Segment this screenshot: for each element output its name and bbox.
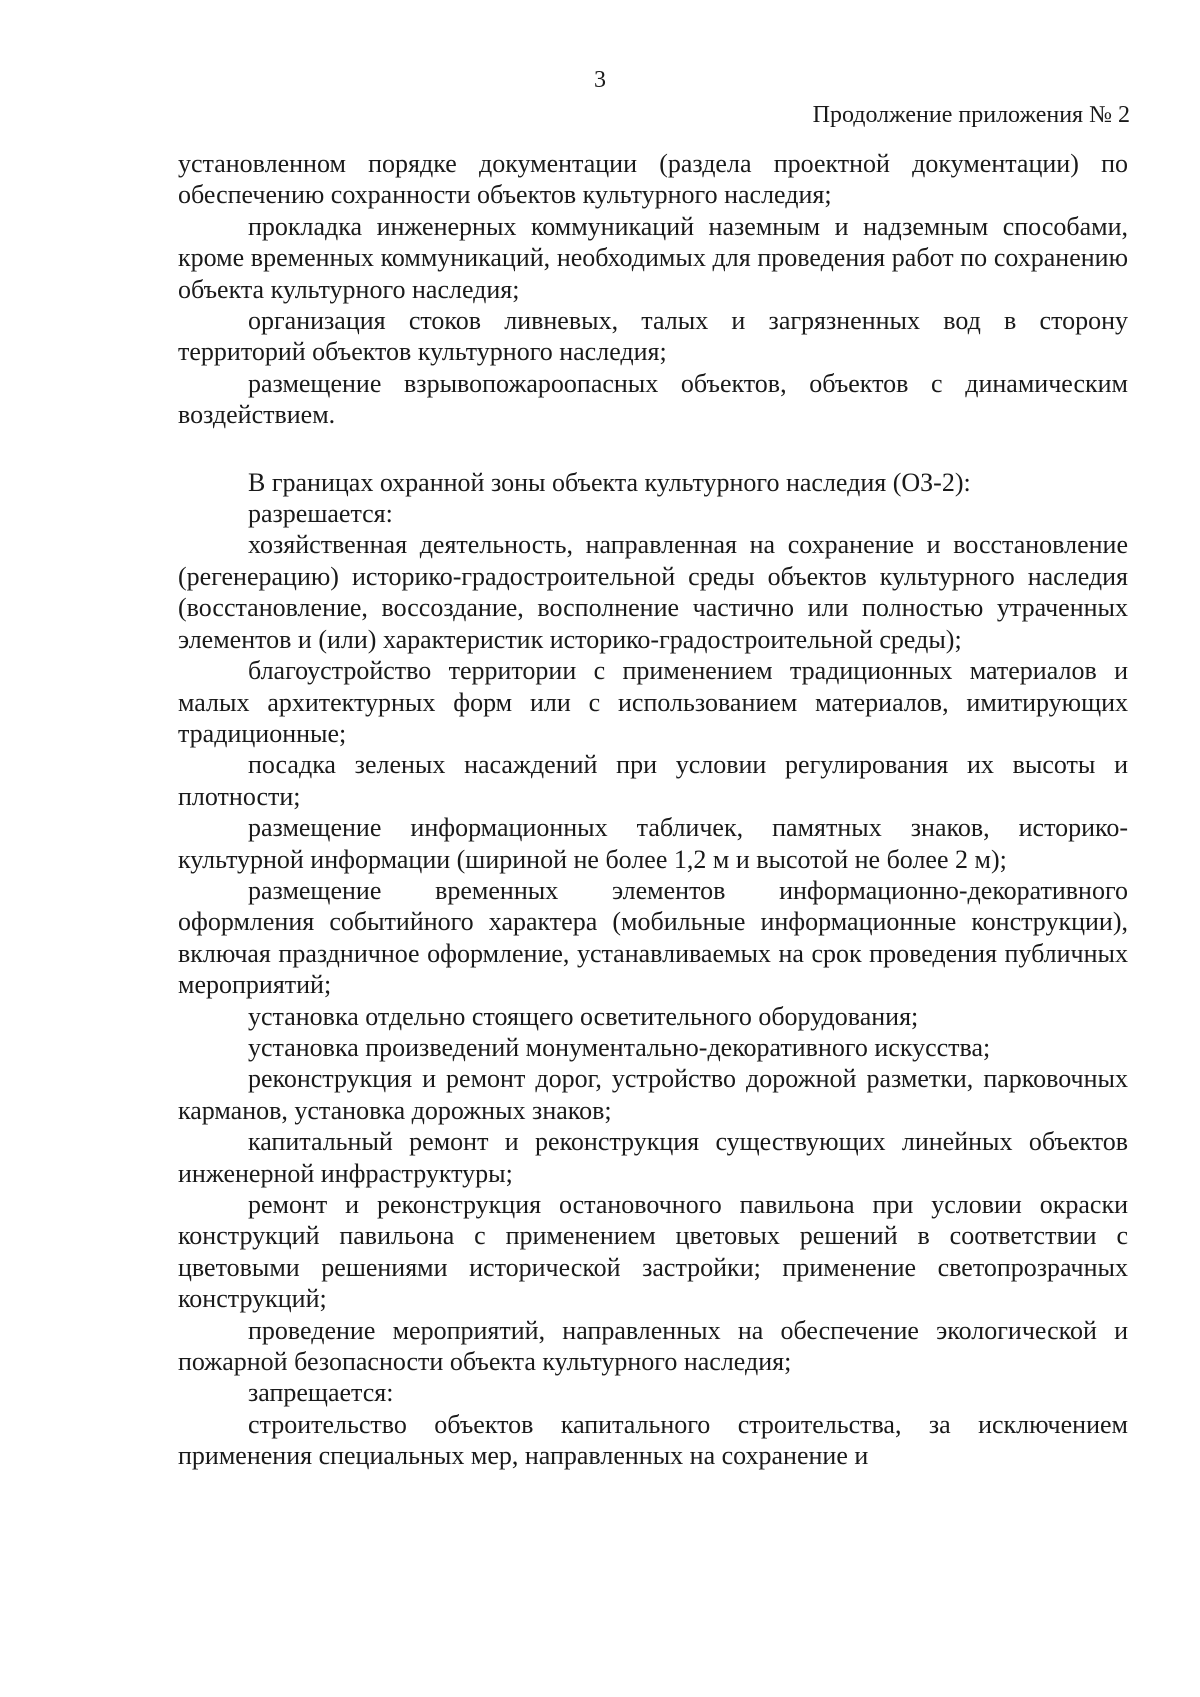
paragraph: хозяйственная деятельность, направленная на сохранение и восстановление (регенерацию) историко-градостроительной среды объектов культурного наследия (восстановление, воссоздание, восполнение частично или полностью утраченных элементов и (или) характеристик историко-градостроительной среды);: [178, 530, 1128, 654]
paragraph: посадка зеленых насаждений при условии регулирования их высоты и плотности;: [178, 750, 1128, 811]
paragraph: строительство объектов капитального строительства, за исключением применения специальных мер, направленных на сохранение и: [178, 1409, 1128, 1471]
paragraph: реконструкция и ремонт дорог, устройство дорожной разметки, парковочных карманов, установка дорожных знаков;: [178, 1064, 1128, 1125]
paragraph-continuation: установленном порядке документации (раздела проектной документации) по обеспечению сохранности объектов культурного наследия;: [178, 149, 1128, 210]
subsection-label-forbidden: запрещается:: [248, 1378, 394, 1408]
paragraph: установка произведений монументально-декоративного искусства;: [248, 1032, 991, 1062]
paragraph: ремонт и реконструкция остановочного павильона при условии окраски конструкций павильона с применением цветовых решений в соответствии с цветовыми решениями исторической застройки; применение светопрозрачных конструкций;: [178, 1190, 1128, 1314]
section-heading: В границах охранной зоны объекта культурного наследия (ОЗ-2):: [248, 467, 971, 497]
paragraph: проведение мероприятий, направленных на обеспечение экологической и пожарной безопасности объекта культурного наследия;: [178, 1315, 1128, 1377]
subsection-label-allowed: разрешается:: [248, 499, 393, 529]
paragraph: размещение взрывопожароопасных объектов, объектов с динамическим воздействием.: [178, 368, 1128, 430]
paragraph: капитальный ремонт и реконструкция существующих линейных объектов инженерной инфраструктуры;: [178, 1127, 1128, 1188]
appendix-continuation-note: Продолжение приложения № 2: [812, 102, 1130, 128]
paragraph: установка отдельно стоящего осветительного оборудования;: [248, 1001, 919, 1031]
paragraph: благоустройство территории с применением традиционных материалов и малых архитектурных форм или с использованием материалов, имитирующих традиционные;: [178, 656, 1128, 748]
page-number: 3: [594, 67, 606, 93]
paragraph: размещение временных элементов информационно-декоративного оформления событийного характера (мобильные информационные конструкции), включая праздничное оформление, устанавливаемых на срок проведения публичных мероприятий;: [178, 875, 1128, 1000]
document-body: [178, 148, 1128, 1472]
paragraph: прокладка инженерных коммуникаций наземным и надземным способами, кроме временных коммуникаций, необходимых для проведения работ по сохранению объекта культурного наследия;: [178, 211, 1128, 304]
paragraph: организация стоков ливневых, талых и загрязненных вод в сторону территорий объектов культурного наследия;: [178, 306, 1128, 367]
paragraph: размещение информационных табличек, памятных знаков, историко-культурной информации (шириной не более 1,2 м и высотой не более 2 м);: [178, 813, 1128, 874]
